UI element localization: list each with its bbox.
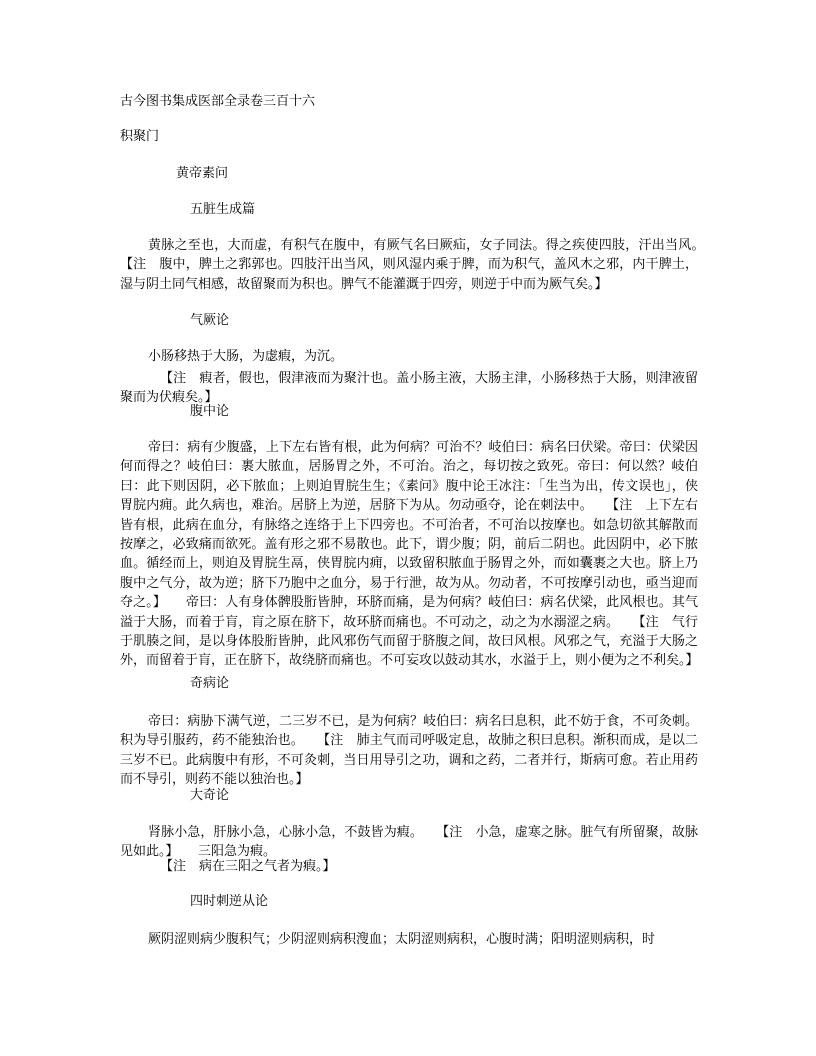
section-note-daqi: 【注 病在三阳之气者为瘕。】 — [160, 859, 336, 874]
section-heading-sishi: 四时刺逆从论 — [190, 894, 269, 909]
section-heading-daqi: 大奇论 — [190, 788, 230, 803]
section-heading-fuzhong: 腹中论 — [190, 404, 230, 419]
section-paragraph-wuzang: 黄脉之至也，大而虚，有积气在腹中，有厥气名曰厥疝，女子同法。得之疾使四肢，汗出当风。 【注 腹中，脾土之郛郭也。四肢汗出当风，则风湿内乘于脾，而为积气，盖风木之邪，内干脾土，湿与阴土同气相感，故留聚而为积也。脾气不能灌溉于四旁，则逆于中而为厥气矣。】 — [120, 238, 725, 292]
chapter-heading: 积聚门 — [120, 129, 160, 144]
section-heading-qijue: 气厥论 — [190, 313, 230, 328]
section-heading-wuzang: 五脏生成篇 — [190, 202, 256, 217]
section-paragraph-sishi: 厥阴涩则病少腹积气；少阴涩则病积溲血；太阴涩则病积，心腹时满；阳明涩则病积，时 — [148, 932, 656, 947]
section-note-qijue: 【注 瘕者，假也，假津液而为聚汁也。盖小肠主液，大肠主津，小肠移热于大肠，则津液留聚而为伏瘕矣。】 — [120, 371, 698, 406]
document-title: 古今图书集成医部全录卷三百十六 — [120, 94, 316, 109]
section-paragraph-fuzhong: 帝曰：病有少腹盛，上下左右皆有根，此为何病？可治不？岐伯曰：病名曰伏梁。帝曰：伏梁因何而得之？岐伯曰：裹大脓血，居肠胃之外，不可治。治之，每切按之致死。帝曰：何以然？岐伯曰：此下则因阴，必下脓血；上则迫胃脘生生；《素问》腹中论王冰注：「生当为出，传文误也」，侠胃脘内痈。此久病也，难治。居脐上为逆，居脐下为从。勿动亟夺，论在刺法中。 【注 上下左右皆有根，此病在血分，有脉络之连络于上下四旁也。不可治者，不可治以按摩也。如急切欲其解散而按摩之，必致痛而欲死。盖有形之邪不易散也。此下，谓少腹；阴，前后二阴也。此因阴中，必下脓血。循经而上，则迫及胃脘生鬲，侠胃脘内痈，以致留积脓血于肠胃之外，而如囊裹之大也。脐上乃腹中之气分，故为逆；脐下乃胞中之血分，易于行泄，故为从。勿动者，不可按摩引动也，亟当迎而夺之。】 帝曰：人有身体髀股胻皆肿，环脐而痛，是为何病？岐伯曰：病名伏梁，此风根也。其气溢于大肠，而着于肓，肓之原在脐下，故环脐而痛也。不可动之，动之为水溺涩之病。 【注 气行于肌腠之间，是以身体股胻皆肿，此风邪伤气而留于脐腹之间，故曰风根。风邪之气，充溢于大肠之外，而留着于肓，正在脐下，故绕脐而痛也。不可妄攻以鼓动其水，水溢于上，则小便为之不利矣。】 — [120, 440, 699, 669]
book-heading: 黄帝素问 — [176, 166, 229, 181]
section-paragraph-qijue: 小肠移热于大肠，为虙瘕，为沉。 — [148, 349, 344, 364]
section-paragraph-daqi: 肾脉小急，肝脉小急，心脉小急，不鼓皆为瘕。 【注 小急，虚寒之脉。脏气有所留聚，故脉见如此。】 三阳急为瘕。 — [120, 825, 698, 860]
section-paragraph-qibing: 帝曰：病胁下满气逆，二三岁不已，是为何病？岐伯曰：病名曰息积，此不妨于食，不可灸刺。积为导引服药，药不能独治也。 【注 肺主气而司呼吸定息，故肺之积曰息积。渐积而成，是以二三岁不已。此病腹中有形，不可灸刺，当日用导引之功，调和之药，二者并行，斯病可愈。若止用药而不导引，则药不能以独治也。】 — [120, 714, 698, 788]
section-heading-qibing: 奇病论 — [190, 676, 230, 691]
